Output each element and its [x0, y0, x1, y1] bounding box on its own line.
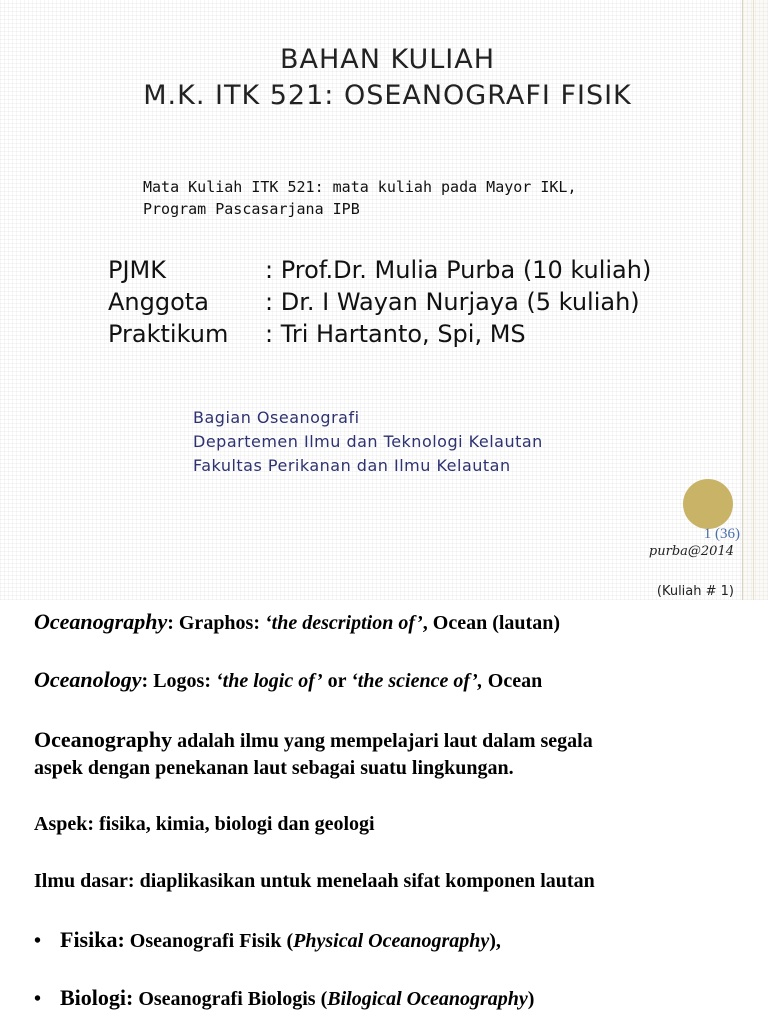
staff-role: Praktikum: [108, 320, 229, 348]
bullet-icon: •: [34, 930, 42, 952]
definition-line-2: aspek dengan penekanan laut sebagai suatu lingkungan.: [34, 757, 514, 779]
department-line: Fakultas Perikanan dan Ilmu Kelautan: [193, 456, 511, 475]
course-description: [143, 176, 576, 220]
department-line: Departemen Ilmu dan Teknologi Kelautan: [193, 432, 543, 451]
definition-graphos: ‘the description of’: [265, 612, 423, 634]
aspek-line: Aspek: fisika, kimia, biologi dan geologi: [34, 813, 375, 835]
bullet-fisika: • Fisika: Oseanografi Fisik (Physical Oceanography),: [34, 927, 501, 952]
decorative-circle: [683, 479, 733, 529]
author-signature: purba@2014: [648, 544, 734, 559]
definition-logos: ‘the logic of’: [215, 670, 323, 692]
course-description-line: Mata Kuliah ITK 521: mata kuliah pada Mayor IKL,: [143, 178, 577, 196]
definition-science: ‘the science of’,: [351, 670, 483, 692]
course-description-line: Program Pascasarjana IPB: [143, 200, 360, 218]
oceanography-line: Oceanography: Graphos: ‘the description of’, Ocean (lautan): [34, 609, 560, 634]
ilmu-dasar-line: Ilmu dasar: diaplikasikan untuk menelaah sifat komponen lautan: [34, 870, 595, 892]
staff-role: PJMK: [108, 256, 166, 284]
term-oceanography-2: Oceanography: [34, 727, 173, 752]
staff-row-praktikum: [108, 318, 651, 350]
staff-value: : Tri Hartanto, Spi, MS: [265, 320, 526, 348]
lecture-label: (Kuliah # 1): [656, 584, 734, 599]
term-oceanology: Oceanology: [34, 667, 142, 692]
staff-list: [108, 254, 651, 350]
definition-line-1: Oceanography adalah ilmu yang mempelajari laut dalam segala: [34, 727, 593, 752]
slide-title-line-1: BAHAN KULIAH: [279, 44, 496, 75]
staff-value: : Prof.Dr. Mulia Purba (10 kuliah): [265, 256, 652, 284]
bullet-biologi: • Biologi: Oseanografi Biologis (Bilogical Oceanography): [34, 985, 535, 1010]
slide-title-line-2: M.K. ITK 521: OSEANOGRAFI FISIK: [143, 80, 632, 111]
bullet-icon: •: [34, 988, 42, 1010]
bullet-label: Biologi:: [60, 985, 134, 1010]
department-line: Bagian Oseanografi: [193, 408, 360, 427]
department-info: [193, 406, 543, 478]
staff-value: : Dr. I Wayan Nurjaya (5 kuliah): [265, 288, 640, 316]
term-oceanography: Oceanography: [34, 609, 168, 634]
page-number: 1 (36): [703, 526, 740, 542]
oceanology-line: Oceanology: Logos: ‘the logic of’ or ‘the science of’, Ocean: [34, 667, 543, 692]
staff-row-anggota: [108, 286, 651, 318]
bullet-label: Fisika:: [60, 927, 125, 952]
staff-row-pjmk: [108, 254, 651, 286]
staff-role: Anggota: [108, 288, 209, 316]
